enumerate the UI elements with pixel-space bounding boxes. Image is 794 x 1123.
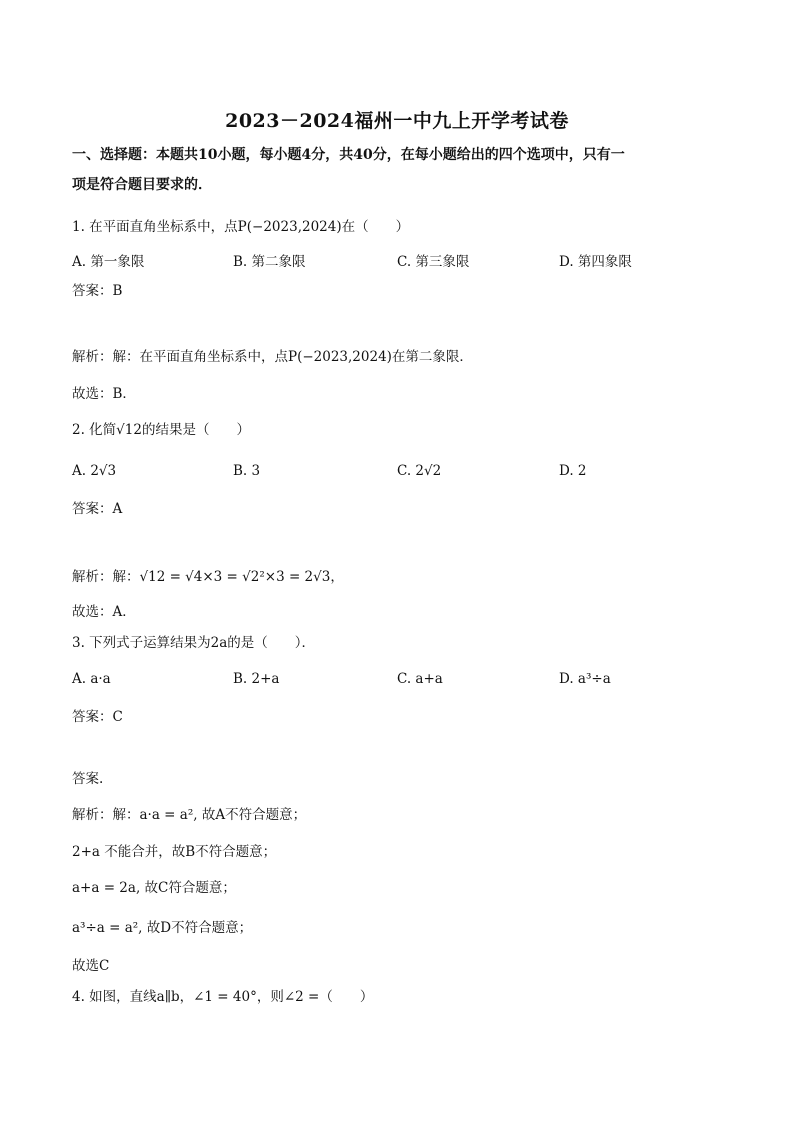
q1-answer: 答案：B [72,283,123,299]
q1-option-a: A. 第一象限 [72,254,145,270]
q3-analysis-line2: 2+a 不能合并，故B不符合题意； [72,844,277,860]
q1-conclusion: 故选：B． [72,386,136,402]
q4-stem: 4. 如图，直线a∥b，∠1 = 40°，则∠2 =（ ） [72,989,374,1005]
q3-answer: 答案：C [72,709,123,725]
q2-option-a: A. 2√3 [72,463,117,479]
q3-analysis-line4: a³÷a = a², 故D不符合题意； [72,920,253,936]
section-heading-line1: 一、选择题：本题共10小题，每小题4分，共40分，在每小题给出的四个选项中，只有一 [72,147,625,163]
q3-conclusion: 故选C [72,958,110,974]
q1-option-c: C. 第三象限 [397,254,470,270]
q2-stem: 2. 化简√12的结果是（ ） [72,422,250,438]
q1-stem: 1. 在平面直角坐标系中，点P(−2023,2024)在（ ） [72,219,410,235]
page-title: 2023－2024福州一中九上开学考试卷 [225,110,569,132]
section-heading-line2: 项是符合题目要求的． [72,177,212,193]
q2-answer: 答案：A [72,501,123,517]
q2-option-c: C. 2√2 [397,463,442,479]
q3-option-a: A. a·a [72,671,111,687]
q1-option-b: B. 第二象限 [233,254,306,270]
q2-option-d: D. 2 [559,463,587,479]
q2-analysis: 解析：解：√12 = √4×3 = √2²×3 = 2√3， [72,569,344,585]
q3-analysis-line1: 解析：解：a·a = a², 故A不符合题意； [72,807,307,823]
q1-analysis: 解析：解：在平面直角坐标系中，点P(−2023,2024)在第二象限． [72,349,473,365]
q3-option-b: B. 2+a [233,671,280,687]
q2-option-b: B. 3 [233,463,261,479]
q3-extra: 答案. [72,771,104,787]
q1-option-d: D. 第四象限 [559,254,632,270]
q3-stem: 3. 下列式子运算结果为2a的是（ ）． [72,635,316,651]
q2-conclusion: 故选：A． [72,604,136,620]
q3-option-d: D. a³÷a [559,671,611,687]
q3-analysis-line3: a+a = 2a, 故C符合题意； [72,880,236,896]
q3-option-c: C. a+a [397,671,443,687]
